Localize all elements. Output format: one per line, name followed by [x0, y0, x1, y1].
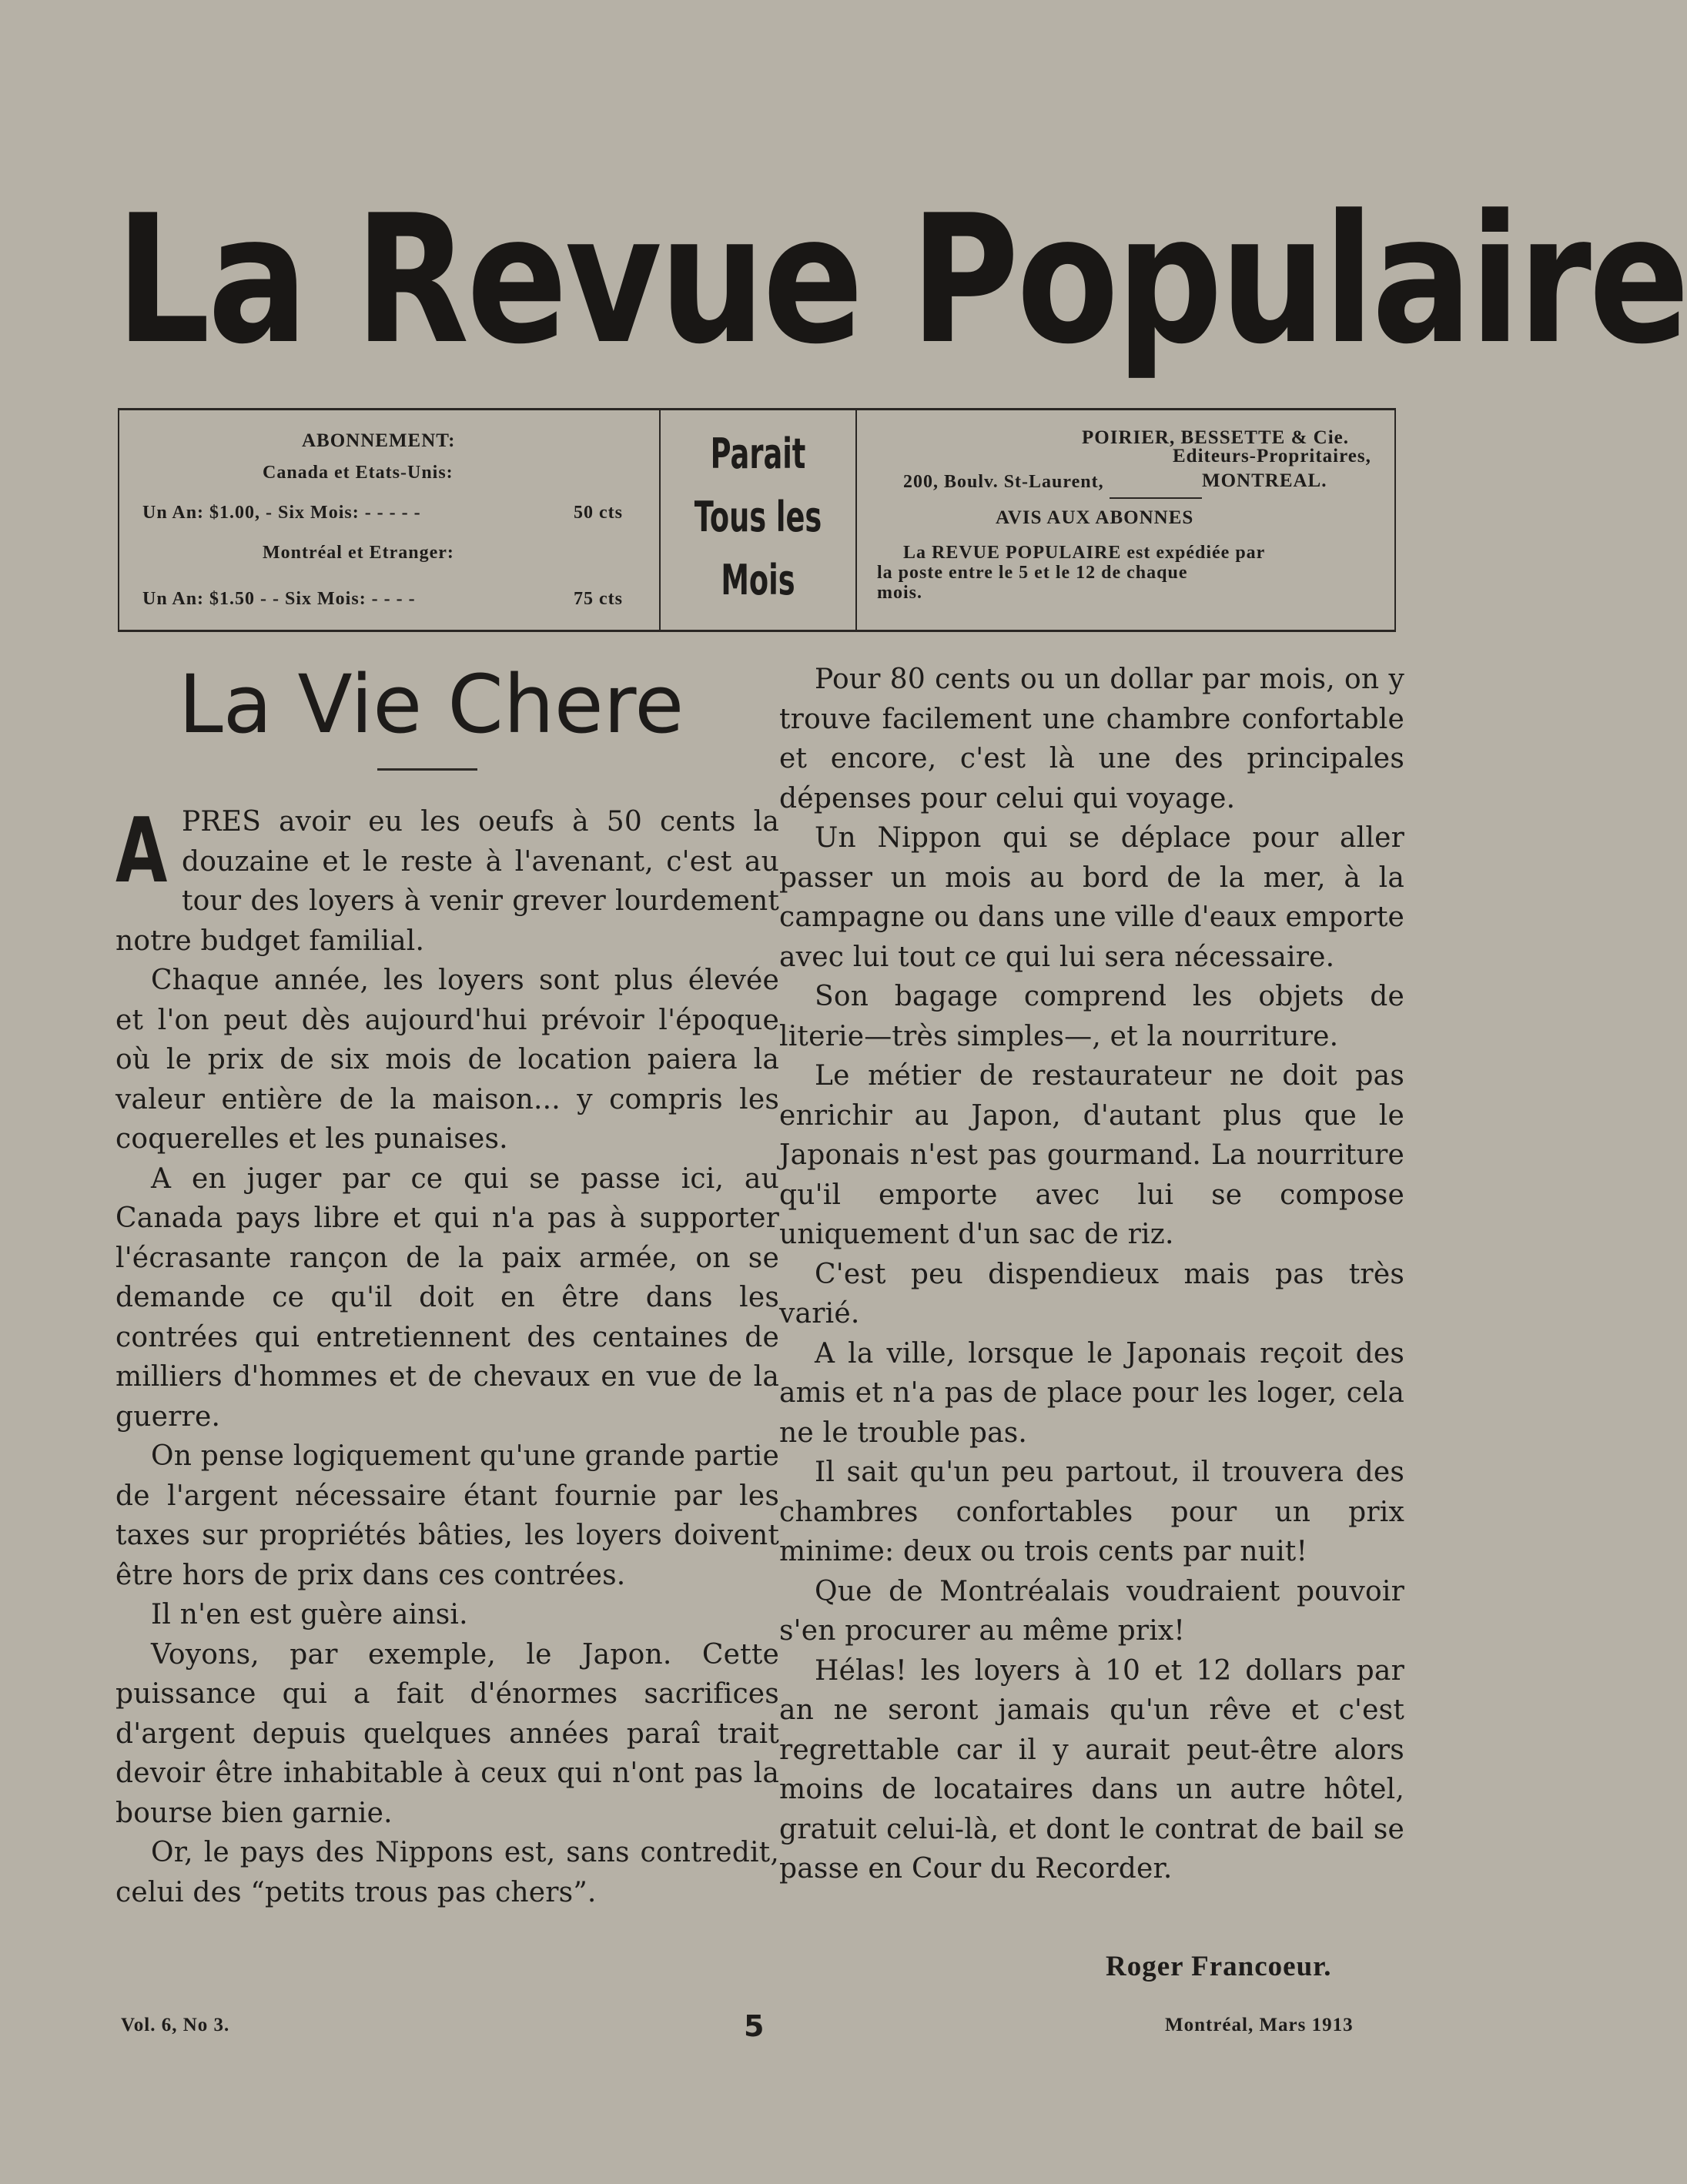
footer-volume: Vol. 6, No 3.	[121, 2015, 230, 2035]
notice-line-1: La REVUE POPULAIRE est expédiée par	[903, 543, 1266, 563]
publisher-name: POIRIER, BESSETTE & Cie.	[1082, 427, 1349, 448]
publisher-city: MONTREAL.	[1202, 470, 1327, 491]
drop-cap: A	[115, 799, 168, 903]
footer-place-date: Montréal, Mars 1913	[1165, 2015, 1354, 2035]
subscription-price-1: 50 cts	[574, 503, 623, 523]
article-paragraph: Hélas! les loyers à 10 et 12 dollars par an ne seront jamais qu'un rêve et c'est regrettable car il y aurait peut-être alors moins de locataires dans un autre hôtel, gratuit celui-là, et dont le contrat de bail se passe en Cour du Recorder.	[779, 1654, 1404, 1885]
author-signature: Roger Francoeur.	[1106, 1951, 1332, 1982]
frequency-panel	[661, 410, 857, 630]
article-column-right	[779, 660, 1404, 1889]
article-paragraph: Il n'en est guère ainsi.	[151, 1599, 468, 1630]
footer-page-number: 5	[744, 2009, 765, 2043]
article-title: La Vie Chere	[178, 657, 685, 751]
subscription-region-2: Montréal et Etranger:	[263, 543, 454, 563]
publisher-divider	[1110, 497, 1202, 499]
subscription-rate-1: Un An: $1.00, - Six Mois: - - - - -	[142, 503, 421, 523]
frequency-line-3: Mois	[721, 556, 795, 604]
subscription-rate-2: Un An: $1.50 - - Six Mois: - - - -	[142, 589, 416, 609]
article-paragraph: APRES avoir eu les oeufs à 50 cents la douzaine et le reste à l'avenant, c'est au tour des loyers à venir grever lourdement notre budget familial.	[115, 799, 779, 957]
article-paragraph: Or, le pays des Nippons est, sans contredit, celui des “petits trous pas chers”.	[115, 1837, 779, 1908]
subscription-price-2: 75 cts	[574, 589, 623, 609]
article-paragraph: Son bagage comprend les objets de literie—très simples—, et la nourriture.	[779, 981, 1404, 1052]
frequency-line-2: Tous les	[694, 493, 822, 541]
publisher-address: 200, Boulv. St-Laurent,	[903, 472, 1104, 492]
frequency-line-1: Parait	[710, 430, 806, 478]
article-paragraph: A en juger par ce qui se passe ici, au Canada pays libre et qui n'a pas à supporter l'écrasante rançon de la paix armée, on se demande ce qu'il doit en être dans les contrées qui entretiennent des centaines de milliers d'hommes et de chevaux en vue de la guerre.	[115, 1162, 779, 1433]
publisher-role: Editeurs-Propritaires,	[1173, 446, 1371, 467]
subscription-panel	[118, 410, 661, 630]
article-column-left	[115, 799, 779, 1912]
article-paragraph: Que de Montréalais voudraient pouvoir s'en procurer au même prix!	[779, 1575, 1404, 1647]
article-paragraph: Voyons, par exemple, le Japon. Cette puissance qui a fait d'énormes sacrifices d'argent depuis quelques années paraî trait devoir être inhabitable à ceux qui n'ont pas la bourse bien garnie.	[115, 1638, 779, 1829]
article-paragraph: Chaque année, les loyers sont plus élevée et l'on peut dès aujourd'hui prévoir l'époque où le prix de six mois de location paiera la valeur entière de la maison... y compris les coquerelles et les punaises.	[115, 965, 779, 1155]
article-paragraph: On pense logiquement qu'une grande partie de l'argent nécessaire étant fournie par les taxes sur propriétés bâties, les loyers doivent être hors de prix dans ces contrées.	[115, 1440, 779, 1591]
subscription-heading: ABONNEMENT:	[302, 430, 456, 451]
notice-line-2: la poste entre le 5 et le 12 de chaque	[877, 563, 1188, 583]
article-paragraph: Un Nippon qui se déplace pour aller passer un mois au bord de la mer, à la campagne ou dans une ville d'eaux emporte avec lui tout ce qui lui sera nécessaire.	[779, 822, 1404, 973]
publisher-panel	[857, 410, 1396, 630]
article-paragraph: C'est peu dispendieux mais pas très varié.	[779, 1258, 1404, 1329]
article-paragraph: A la ville, lorsque le Japonais reçoit des amis et n'a pas de place pour les loger, cela ne le trouble pas.	[779, 1337, 1404, 1449]
title-rule	[377, 768, 477, 771]
masthead-title: La Revue Populaire	[115, 178, 1687, 383]
notice-title: AVIS AUX ABONNES	[996, 507, 1194, 528]
subscription-region-1: Canada et Etats-Unis:	[263, 463, 454, 483]
article-paragraph: Il sait qu'un peu partout, il trouvera des chambres confortables pour un prix minime: deux ou trois cents par nuit!	[779, 1457, 1404, 1567]
notice-line-3: mois.	[877, 583, 922, 603]
article-paragraph: Le métier de restaurateur ne doit pas enrichir au Japon, d'autant plus que le Japonais n'est pas gourmand. La nourriture qu'il emporte avec lui se compose uniquement d'un sac de riz.	[779, 1060, 1404, 1250]
header-info-box	[118, 408, 1396, 632]
article-paragraph: Pour 80 cents ou un dollar par mois, on y trouve facilement une chambre confortable et encore, c'est là une des principales dépenses pour celui qui voyage.	[779, 664, 1404, 814]
